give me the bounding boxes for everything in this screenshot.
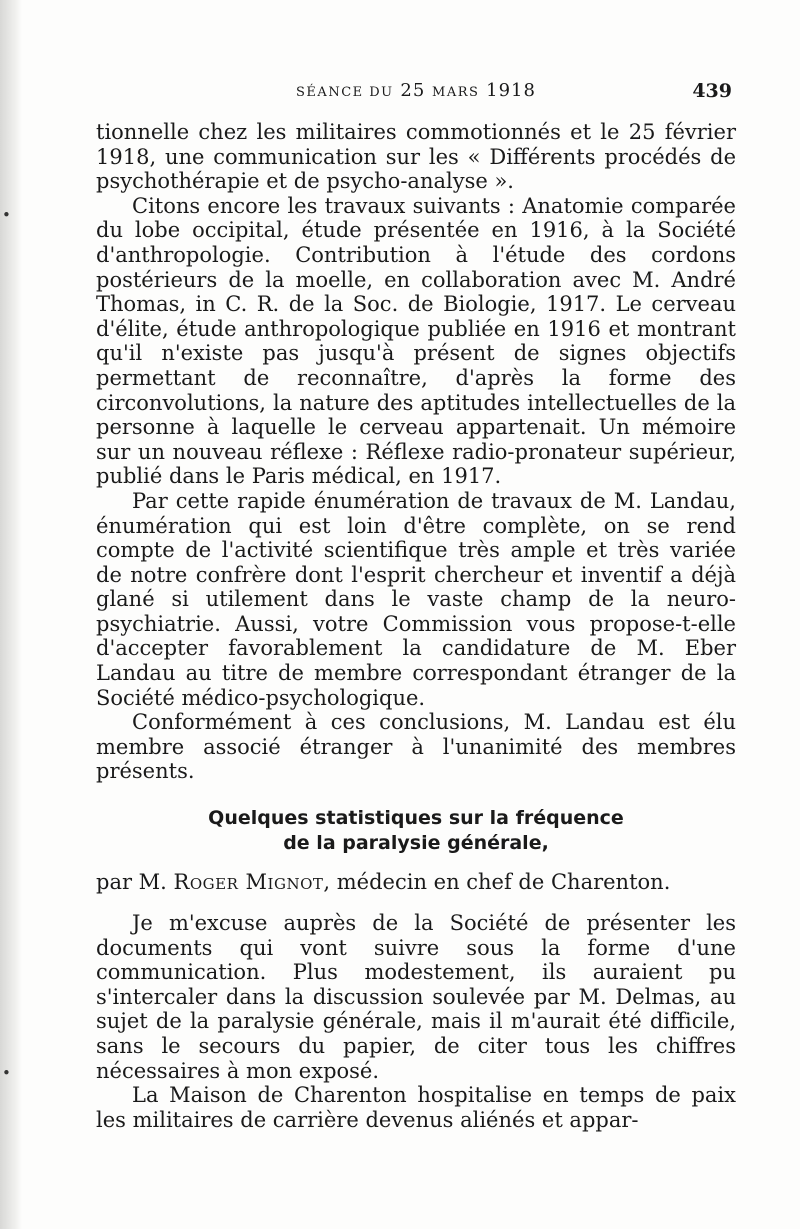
paragraph: Citons encore les travaux suivants : Anatomie comparée du lobe occipital, étude présentée en 1916, à la Société d'anthropologie. Contribution à l'étude des cordons postérieurs de la moelle, en collaboration avec M. André Thomas, in C. R. de la Soc. de Biologie, 1917. Le cerveau d'élite, étude anthropologique publiée en 1916 et montrant qu'il n'existe pas jusqu'à présent de signes objectifs permettant de reconnaître, d'après la forme des circonvolutions, la nature des aptitudes intellectuelles de la personne à laquelle le cerveau appartenait. Un mémoire sur un nouveau réflexe : Réflexe radio-pronateur supérieur, publié dans le Paris médical, en 1917. xyxy=(96,193,736,489)
running-head-title: SÉANCE DU 25 MARS 1918 xyxy=(296,80,536,101)
author-name: Roger Mignot xyxy=(173,870,324,895)
margin-mark: • xyxy=(2,206,11,224)
running-head xyxy=(96,78,736,108)
body-text-2 xyxy=(96,911,736,1132)
section-title: Quelques statistiques sur la fréquence de la paralysie générale, xyxy=(208,807,624,855)
margin-mark: • xyxy=(2,1064,11,1082)
body-text xyxy=(96,120,736,784)
author-byline: par M. Roger Mignot, médecin en chef de Charenton. xyxy=(96,870,671,895)
paragraph: tionnelle chez les militaires commotionnés et le 25 février 1918, une communication sur les « Différents procédés de psychothérapie et de psycho-analyse ». xyxy=(96,120,736,194)
paragraph: Par cette rapide énumération de travaux de M. Landau, énumération qui est loin d'être complète, on se rend compte de l'activité scientifique très ample et très variée de notre confrère dont l'esprit chercheur et inventif a déjà glané si utilement dans le vaste champ de la neuro-psychiatrie. Aussi, votre Commission vous propose-t-elle d'accepter favorablement la candidature de M. Eber Landau au titre de membre correspondant étranger de la Société médico-psychologique. xyxy=(96,488,736,710)
paragraph: Je m'excuse auprès de la Société de présenter les documents qui vont suivre sous la forme d'une communication. Plus modestement, ils auraient pu s'intercaler dans la discussion soulevée par M. Delmas, au sujet de la paralysie générale, mais il m'aurait été difficile, sans le secours du papier, de citer tous les chiffres nécessaires à mon exposé. xyxy=(96,911,736,1083)
page-number: 439 xyxy=(692,80,732,102)
paragraph: Conformément à ces conclusions, M. Landau est élu membre associé étranger à l'unanimité des membres présents. xyxy=(96,710,736,784)
page-gutter xyxy=(0,0,22,1229)
page xyxy=(96,78,736,1132)
paragraph: La Maison de Charenton hospitalise en temps de paix les militaires de carrière devenus aliénés et appar- xyxy=(96,1083,736,1132)
